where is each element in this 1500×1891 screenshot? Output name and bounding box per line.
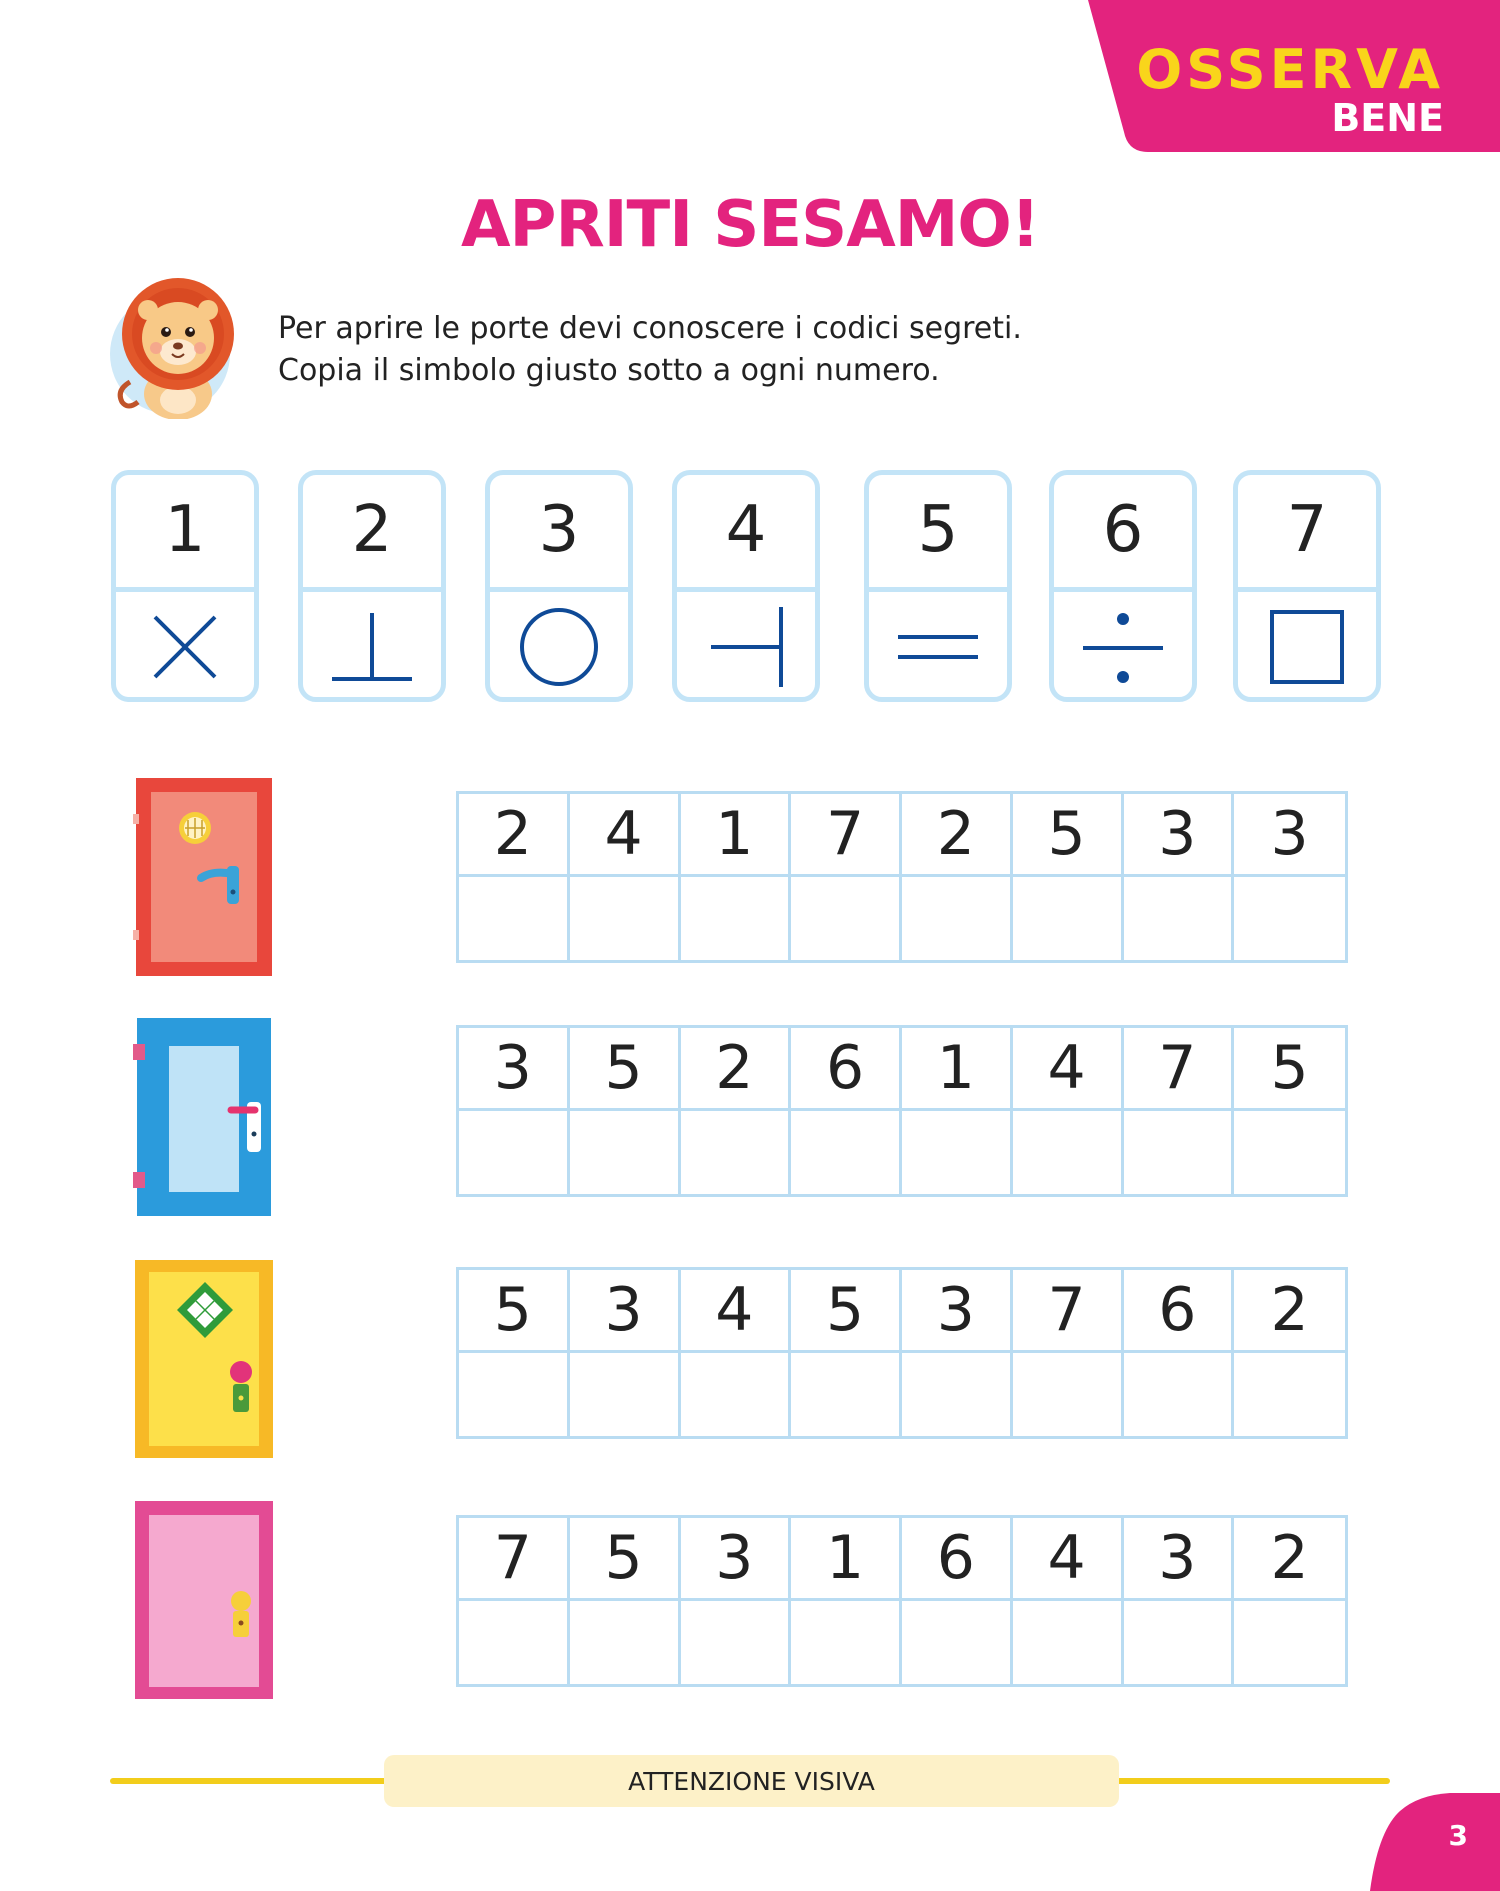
- instructions-line-1: Per aprire le porte devi conoscere i codici segreti.: [278, 311, 1022, 346]
- footer-line-right: [1100, 1778, 1390, 1784]
- answer-box[interactable]: [791, 877, 902, 960]
- code-number: 6: [902, 1518, 1013, 1601]
- code-grid-blue: [456, 1025, 1348, 1197]
- up-tack-symbol-icon: [303, 603, 441, 693]
- legend-card: [298, 470, 446, 702]
- legend-number: 2: [351, 493, 393, 567]
- section-tab-subtitle: BENE: [1331, 96, 1444, 140]
- legend-card: [1049, 470, 1197, 702]
- answer-box[interactable]: [1013, 1353, 1124, 1436]
- instructions-line-2: Copia il simbolo giusto sotto a ogni numero.: [278, 353, 940, 388]
- answer-box[interactable]: [1013, 1601, 1124, 1684]
- legend-number: 7: [1286, 493, 1328, 567]
- answer-box[interactable]: [791, 1111, 902, 1194]
- answer-box[interactable]: [681, 877, 792, 960]
- code-number: 2: [902, 794, 1013, 877]
- legend-card: [1233, 470, 1381, 702]
- section-tab-title: OSSERVA: [1136, 38, 1444, 101]
- legend-divider: [1238, 587, 1376, 592]
- equals-symbol-icon: [869, 603, 1007, 693]
- code-number: 5: [1013, 794, 1124, 877]
- answer-box[interactable]: [902, 1111, 1013, 1194]
- lion-mascot-icon: [108, 274, 238, 419]
- answer-box[interactable]: [681, 1601, 792, 1684]
- code-number: 2: [1234, 1518, 1345, 1601]
- legend-number: 3: [538, 493, 580, 567]
- code-number: 4: [570, 794, 681, 877]
- answer-box[interactable]: [459, 877, 570, 960]
- legend-card: [111, 470, 259, 702]
- answer-box[interactable]: [570, 1353, 681, 1436]
- section-tab: [1088, 0, 1500, 152]
- answer-box[interactable]: [681, 1111, 792, 1194]
- footer-line-left: [110, 1778, 400, 1784]
- legend-card: [672, 470, 820, 702]
- answer-box[interactable]: [459, 1111, 570, 1194]
- code-number: 1: [681, 794, 792, 877]
- code-number: 5: [1234, 1028, 1345, 1111]
- page-number: 3: [1448, 1819, 1468, 1852]
- code-number: 4: [1013, 1518, 1124, 1601]
- footer-label: ATTENZIONE VISIVA: [384, 1755, 1119, 1807]
- answer-box[interactable]: [1124, 1111, 1235, 1194]
- instructions: [278, 308, 1022, 392]
- symbol-legend: [0, 470, 1500, 710]
- code-number: 7: [459, 1518, 570, 1601]
- code-number: 3: [902, 1270, 1013, 1353]
- code-number: 3: [459, 1028, 570, 1111]
- legend-number: 4: [725, 493, 767, 567]
- code-number: 6: [791, 1028, 902, 1111]
- legend-number: 5: [917, 493, 959, 567]
- yellow-door-icon: [133, 1260, 275, 1460]
- circle-symbol-icon: [490, 603, 628, 693]
- code-number: 5: [570, 1028, 681, 1111]
- answer-box[interactable]: [1013, 1111, 1124, 1194]
- legend-card: [485, 470, 633, 702]
- code-number: 3: [1124, 1518, 1235, 1601]
- code-number: 1: [791, 1518, 902, 1601]
- code-number: 6: [1124, 1270, 1235, 1353]
- code-number: 2: [681, 1028, 792, 1111]
- answer-box[interactable]: [681, 1353, 792, 1436]
- answer-box[interactable]: [1124, 877, 1235, 960]
- answer-box[interactable]: [459, 1601, 570, 1684]
- answer-box[interactable]: [570, 1111, 681, 1194]
- code-grid-yellow: [456, 1267, 1348, 1439]
- code-number: 4: [681, 1270, 792, 1353]
- answer-box[interactable]: [902, 1353, 1013, 1436]
- code-number: 7: [1124, 1028, 1235, 1111]
- division-symbol-icon: [1054, 603, 1192, 693]
- legend-divider: [303, 587, 441, 592]
- blue-door-icon: [133, 1018, 275, 1218]
- page-title: APRITI SESAMO!: [461, 188, 1039, 262]
- legend-divider: [116, 587, 254, 592]
- answer-box[interactable]: [1013, 877, 1124, 960]
- answer-box[interactable]: [1234, 1601, 1345, 1684]
- code-number: 3: [1124, 794, 1235, 877]
- legend-number: 6: [1102, 493, 1144, 567]
- answer-box[interactable]: [1234, 1111, 1345, 1194]
- code-number: 4: [1013, 1028, 1124, 1111]
- legend-number: 1: [164, 493, 206, 567]
- code-grid-red: [456, 791, 1348, 963]
- right-tack-symbol-icon: [677, 603, 815, 693]
- cross-symbol-icon: [116, 603, 254, 693]
- code-number: 3: [570, 1270, 681, 1353]
- code-number: 3: [681, 1518, 792, 1601]
- answer-box[interactable]: [791, 1353, 902, 1436]
- code-number: 5: [570, 1518, 681, 1601]
- answer-box[interactable]: [1124, 1601, 1235, 1684]
- answer-box[interactable]: [1234, 877, 1345, 960]
- code-number: 5: [791, 1270, 902, 1353]
- page-number-badge: [1370, 1791, 1500, 1891]
- legend-divider: [677, 587, 815, 592]
- answer-box[interactable]: [791, 1601, 902, 1684]
- code-number: 7: [791, 794, 902, 877]
- legend-card: [864, 470, 1012, 702]
- legend-divider: [869, 587, 1007, 592]
- answer-box[interactable]: [570, 877, 681, 960]
- answer-box[interactable]: [1234, 1353, 1345, 1436]
- code-grid-pink: [456, 1515, 1348, 1687]
- answer-box[interactable]: [1124, 1353, 1235, 1436]
- legend-divider: [1054, 587, 1192, 592]
- code-number: 1: [902, 1028, 1013, 1111]
- pink-door-icon: [133, 1501, 275, 1701]
- code-number: 2: [1234, 1270, 1345, 1353]
- code-number: 2: [459, 794, 570, 877]
- code-number: 5: [459, 1270, 570, 1353]
- answer-box[interactable]: [570, 1601, 681, 1684]
- square-symbol-icon: [1238, 603, 1376, 693]
- red-door-icon: [133, 778, 275, 978]
- answer-box[interactable]: [902, 877, 1013, 960]
- answer-box[interactable]: [902, 1601, 1013, 1684]
- answer-box[interactable]: [459, 1353, 570, 1436]
- legend-divider: [490, 587, 628, 592]
- code-number: 7: [1013, 1270, 1124, 1353]
- code-number: 3: [1234, 794, 1345, 877]
